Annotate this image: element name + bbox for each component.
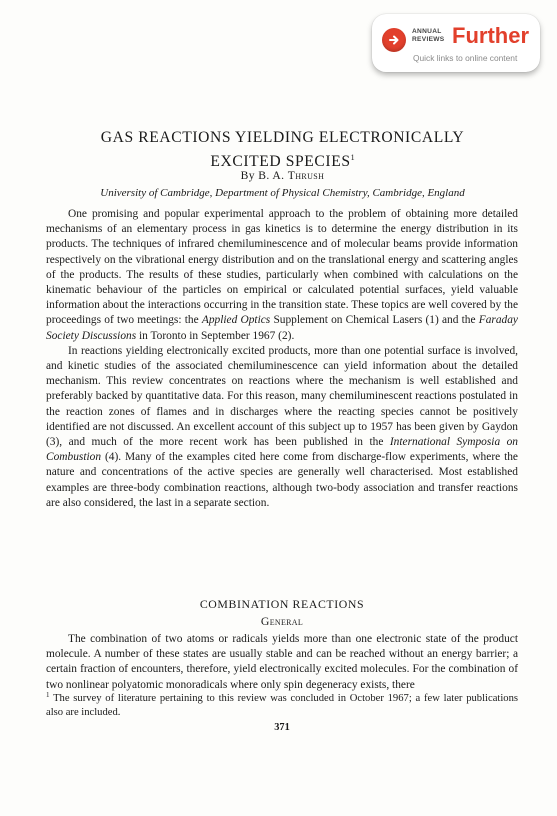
page-number: 371 (274, 722, 290, 733)
paragraph-2: In reactions yielding electronically excited products, more than one potential surface is involved, and kinetic studies of the associated chemiluminescence can yield information about the detailed mechanism. This review concentrates on reactions where the mechanism is well established and preferably backed by quantitative data. For this reason, many chemiluminescent reactions postulated in the reaction zones of flames and in discharges where the reacting species cannot be positively identified are not discussed. An excellent account of this subject up to 1957 has been given by Gaydon (3), and much of the more recent work has been published in the International Symposia on Combustion (4). Many of the examples cited here come from discharge-flow experiments, where the nature and concentrations of the active species are generally well characterised. Most established examples are three-body combination reactions, although two-body association and transfer reactions are also considered, the last in a separate section. (46, 344, 519, 509)
subsection-heading: General (260, 614, 304, 628)
annual-reviews-further-badge[interactable] (372, 14, 540, 72)
author-name: Thrush (287, 169, 325, 182)
author-byline: By B. A. Thrush (240, 169, 325, 182)
article-title-line-1: GAS REACTIONS YIELDING ELECTRONICALLY (100, 129, 465, 146)
footnote-mark: 1 (46, 691, 50, 699)
section-heading: COMBINATION REACTIONS (199, 597, 365, 611)
arrow-right-icon (382, 28, 406, 52)
article-body-continued (46, 632, 518, 693)
article-body (46, 207, 518, 511)
article-title-line-2: EXCITED SPECIES$^1$ (210, 153, 355, 170)
further-label: Further (452, 23, 529, 48)
paragraph-1: One promising and popular experimental approach to the problem of obtaining more detailed mechanisms of an elementary process in gas kinetics is to determine the energy distribution in its products. The techniques of infrared chemiluminescence and of molecular beams provide information respectively on the vibrational energy distribution and on the translational energy and scattering angles of the products. The results of these studies, particularly when combined with calculations on the kinematic behaviour of the particles on empirical or calculated potential surfaces, yield valuable information about the interactions occurring in the transition state. These topics are well covered by the proceedings of two meetings: the Applied Optics Supplement on Chemical Lasers (1) and the Faraday Society Discussions in Toronto in September 1967 (2). (46, 208, 518, 342)
title-footnote-mark: 1 (350, 153, 355, 162)
quick-links-label: Quick links to online content (413, 53, 518, 63)
paragraph-3: The combination of two atoms or radicals yields more than one electronic state of the product molecule. A number of these states are usually stable and can be reached without an energy barrier; a certain fraction of encounters, therefore, yield electronically excited molecules. For the combination of two nonlinear polyatomic monoradicals where only spin degeneracy exists, there (46, 633, 518, 691)
annual-reviews-logo-text: ANNUAL REVIEWS (412, 28, 445, 43)
footnote: $^1$ The survey of literature pertaining to this review was concluded in October 1967; a few later publications also are included. (46, 691, 518, 718)
author-affiliation: University of Cambridge, Department of Physical Chemistry, Cambridge, England (100, 187, 465, 199)
